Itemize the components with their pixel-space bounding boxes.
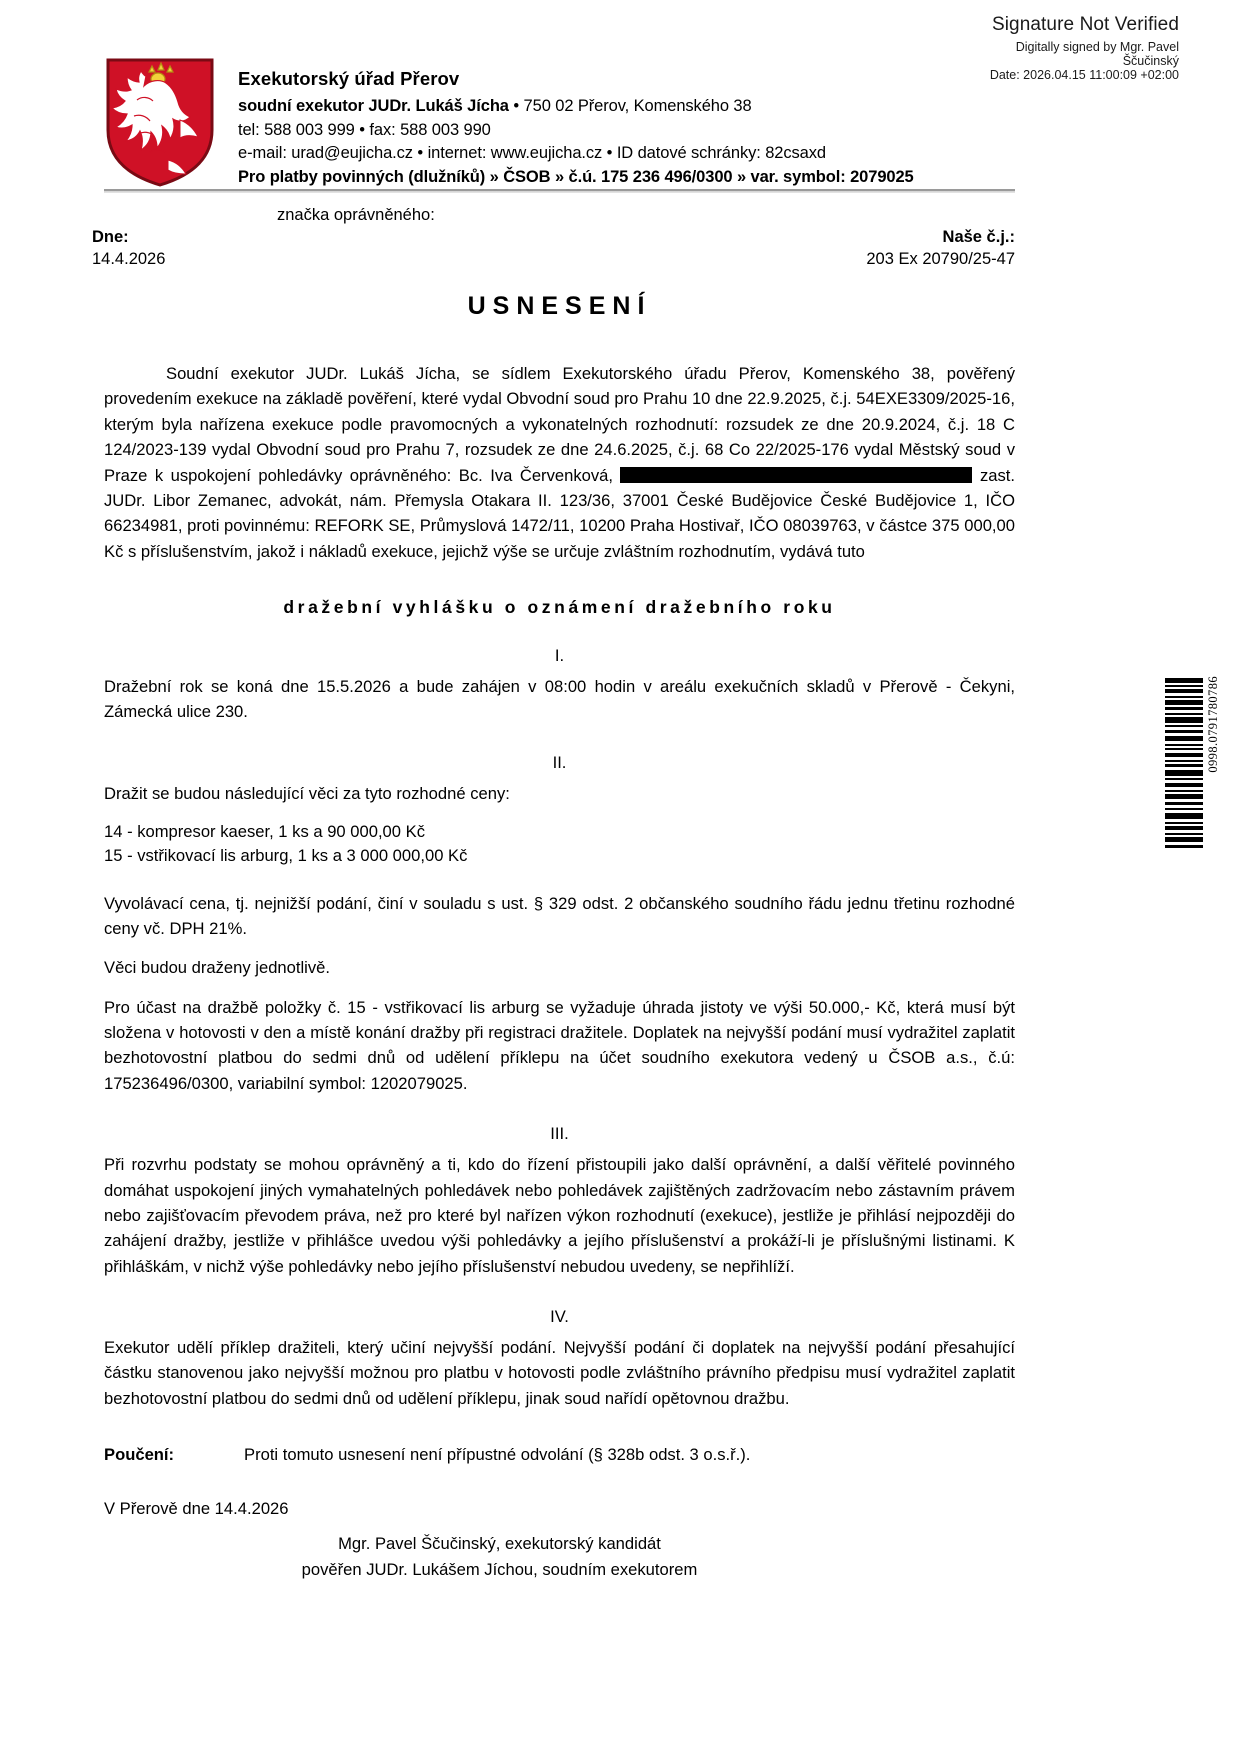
auction-item-2: 15 - vstřikovací lis arburg, 1 ks a 3 000 000,00 Kč	[104, 846, 468, 866]
section-iii-number: III.	[550, 1124, 569, 1144]
office-executor-line	[238, 95, 914, 118]
office-phone-line: tel: 588 003 999 • fax: 588 003 990	[238, 120, 491, 139]
date-label: Dne:	[92, 228, 129, 246]
office-email-line: e-mail: urad@eujicha.cz • internet: www.eujicha.cz • ID datové schránky: 82csaxd	[238, 144, 826, 163]
section-iv-number: IV.	[550, 1307, 569, 1327]
section-ii-paragraph-1: Vyvolávací cena, tj. nejnižší podání, činí v souladu s ust. § 329 odst. 2 občanského soudního řádu jednu třetinu rozhodné ceny vč. DPH 21%.	[104, 893, 1015, 938]
redaction-bar-2	[792, 467, 972, 483]
barcode-block	[1165, 676, 1220, 848]
instruction-text: Proti tomuto usnesení není přípustné odvolání (§ 328b odst. 3 o.s.ř.).	[244, 1445, 751, 1465]
barcode-label: 0998.0791780786	[1205, 676, 1220, 773]
section-ii-paragraph-2: Věci budou draženy jednotlivě.	[104, 958, 331, 978]
intro-part-1: Soudní exekutor JUDr. Lukáš Jícha, se sídlem Exekutorského úřadu Přerov, Komenského 38, pověřený provedením exekuce na základě pověření, které vydal Obvodní soud pro Prahu 10 dne 22.9.2025, č.j. 54EXE3309/2025-16, kterým byla nařízena exekuce podle pravomocných a vykonatelných rozhodnutí: rozsudek ze dne 20.9.2024, č.j. 18 C 124/2023-139 vydal Obvodní soud pro Prahu 7, rozsudek ze dne 24.6.2025, č.j. 68 Co 22/2025-176 vydal Městský soud v Praze k uspokojení pohledávky oprávněného: Bc. Iva Červenková,	[104, 364, 1015, 485]
redaction-bar-1	[620, 467, 792, 483]
case-number-value: 203 Ex 20790/25-47	[866, 250, 1015, 268]
instruction-row	[104, 1445, 1015, 1465]
office-executor-address: • 750 02 Přerov, Komenského 38	[508, 97, 752, 116]
section-ii-paragraph-3: Pro účast na dražbě položky č. 15 - vstřikovací lis arburg se vyžaduje úhrada jistoty ve výši 50.000,- Kč, která musí být složena v hotovosti v den a místě konání dražby při registraci dražitele. Doplatek na nejvyšší podání musí vydražitel zaplatit bezhotovostní platbou do sedmi dnů od udělení příklepu na účet soudního exekutora vedený u ČSOB a.s., č.ú: 175236496/0300, variabilní symbol: 1202079025.	[104, 997, 1015, 1093]
case-number-label: Naše č.j.:	[942, 228, 1015, 246]
document-body	[104, 292, 1015, 1583]
place-and-date: V Přerově dne 14.4.2026	[104, 1499, 289, 1519]
header-divider	[104, 189, 1015, 193]
date-value: 14.4.2026	[92, 250, 166, 268]
page-title: USNESENÍ	[467, 292, 652, 320]
signature-block	[104, 1531, 1015, 1582]
signature-status-title: Signature Not Verified	[991, 14, 1179, 35]
signature-signed-by: Digitally signed by Mgr. Pavel	[1015, 40, 1179, 55]
section-ii-lead: Dražit se budou následující věci za tyto rozhodné ceny:	[104, 783, 510, 803]
barcode-image	[1165, 676, 1203, 848]
section-iii-text: Při rozvrhu podstaty se mohou oprávněný a ti, kdo do řízení přistoupili jako další oprávnění, a další věřitelé povinného domáhat uspokojení jiných vymahatelných pohledávek nebo pohledávek zajištěných zadržovacím nebo zástavním právem nebo zajišťovacím převodem práva, než pro které byl nařízen výkon rozhodnutí (exekuce), jestliže je přihlásí nejpozději do zahájení dražby, jestliže v přihlášce uvedou výši pohledávky a jejího příslušenství a prokáží-li je příslušnými listinami. K přihláškám, v nichž výše pohledávky nebo jejího příslušenství nebudou uvedeny, se nepřihlíží.	[104, 1155, 1015, 1276]
office-name: Exekutorský úřad Přerov	[238, 68, 460, 89]
section-i-text: Dražební rok se koná dne 15.5.2026 a bude zahájen v 08:00 hodin v areálu exekučních skladů v Přerově - Čekyni, Zámecká ulice 230.	[104, 677, 1015, 722]
office-payments-line	[238, 166, 914, 189]
signer-name: Mgr. Pavel Ščučinský, exekutorský kandidát	[338, 1534, 661, 1554]
section-ii-number: II.	[552, 752, 567, 772]
signature-signed-by-cont: Ščučinský	[1122, 54, 1179, 69]
intro-paragraph	[104, 361, 1015, 564]
reference-row	[92, 206, 1015, 270]
instruction-label: Poučení:	[104, 1445, 175, 1465]
signature-date: Date: 2026.04.15 11:00:09 +02:00	[989, 68, 1179, 83]
intro-part-2: zast. JUDr. Libor Zemanec, advokát, nám. Přemysla Otakara II. 123/36, 37001 České Budějovice České Budějovice 1, IČO 66234981, proti povinnému: REFORK SE, Průmyslová 1472/11, 10200 Praha Hostivař, IČO 08039763, v částce 375 000,00 Kč s příslušenstvím, jakož i nákladů exekuce, jejichž výše se určuje zvláštním rozhodnutím, vydává tuto	[104, 465, 1015, 561]
coat-of-arms-icon	[104, 56, 216, 188]
letterhead	[104, 56, 1064, 189]
office-payments-bold: Pro platby povinných (dlužníků) » ČSOB » č.ú. 175 236 496/0300 » var. symbol: 2079025	[238, 167, 914, 186]
document-subtitle: dražební vyhlášku o oznámení dražebního roku	[283, 597, 836, 617]
section-i-number: I.	[554, 646, 565, 665]
creditor-reference-label: značka oprávněného:	[277, 206, 435, 224]
signer-role: pověřen JUDr. Lukášem Jíchou, soudním exekutorem	[301, 1559, 698, 1579]
auction-item-1: 14 - kompresor kaeser, 1 ks a 90 000,00 Kč	[104, 822, 425, 842]
office-info	[238, 56, 914, 189]
office-executor-bold: soudní exekutor JUDr. Lukáš Jícha	[238, 97, 509, 116]
section-iv-text: Exekutor udělí příklep dražiteli, který učiní nejvyšší podání. Nejvyšší podání či doplatek na nejvyšší podání přesahující částku stanovenou jako nejvyšší možnou pro platbu v hotovosti podle zvláštního právního předpisu musí vydražitel zaplatit bezhotovostní platbou do sedmi dnů od udělení příklepu, jinak soud nařídí opětovnou dražbu.	[104, 1338, 1015, 1408]
